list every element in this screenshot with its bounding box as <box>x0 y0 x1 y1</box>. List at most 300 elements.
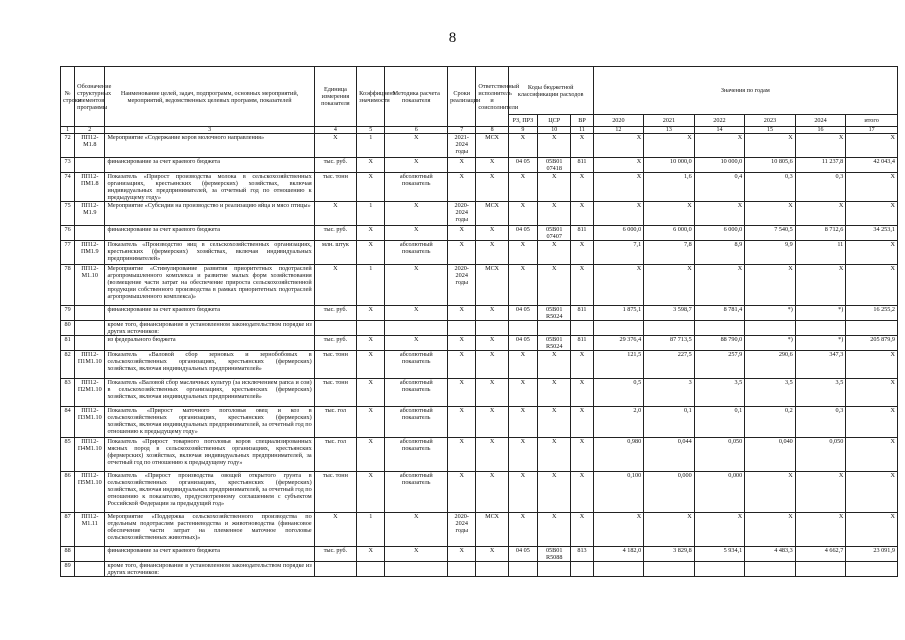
code-csr: X <box>538 438 571 472</box>
table-row <box>61 351 898 379</box>
column-index: 4 <box>314 127 356 134</box>
col-header-year: 2020 <box>593 115 644 127</box>
value-total: X <box>846 438 898 472</box>
unit: млн. штук <box>314 241 356 265</box>
responsible <box>476 321 508 336</box>
item-name: финансирование за счет краевого бюджета <box>105 306 314 321</box>
value-2022: X <box>694 265 745 306</box>
value-2021 <box>644 321 695 336</box>
column-index-row <box>61 127 898 134</box>
value-2024: 8 712,6 <box>795 226 846 241</box>
value-2021: 227,5 <box>644 351 695 379</box>
struct-code: ПП12-М1.10 <box>75 265 105 306</box>
value-2024: X <box>795 202 846 226</box>
method: X <box>385 306 448 321</box>
value-total: X <box>846 241 898 265</box>
item-name: Показатель «Прирост товарного поголовья коров специализированных мясных пород в сельскохозяйственных организациях, крестьянских (фермерских) хозяйствах, включая индивидуальных предпринимателей, за отчетный год по отношению к предыдущему году» <box>105 438 314 472</box>
struct-code <box>75 336 105 351</box>
code-vr <box>571 562 593 577</box>
value-2024: X <box>795 513 846 547</box>
code-rz: X <box>508 379 537 407</box>
column-index: 11 <box>571 127 593 134</box>
value-2020 <box>593 321 644 336</box>
struct-code: ПП12-ПМ1.9 <box>75 241 105 265</box>
responsible: X <box>476 351 508 379</box>
row-num: 81 <box>61 336 75 351</box>
col-header-term: Сроки реализации <box>448 67 476 127</box>
value-2020: 2,0 <box>593 407 644 438</box>
value-2020: X <box>593 265 644 306</box>
method: X <box>385 134 448 158</box>
struct-code: ПП12-М1.11 <box>75 513 105 547</box>
col-header-csr: ЦСР <box>538 115 571 127</box>
table-row <box>61 336 898 351</box>
value-2022: 257,9 <box>694 351 745 379</box>
code-csr: X <box>538 407 571 438</box>
row-num: 85 <box>61 438 75 472</box>
program-table <box>60 66 898 577</box>
method: абсолютный показатель <box>385 438 448 472</box>
value-total: 34 253,1 <box>846 226 898 241</box>
value-2023: 290,6 <box>745 351 796 379</box>
unit: тыс. тонн <box>314 173 356 202</box>
struct-code: ПП12-М1.8 <box>75 134 105 158</box>
code-vr <box>571 321 593 336</box>
code-csr: X <box>538 241 571 265</box>
value-2021: 3 <box>644 379 695 407</box>
term: X <box>448 306 476 321</box>
unit: тыс. руб. <box>314 306 356 321</box>
value-total: 16 255,2 <box>846 306 898 321</box>
column-index: 12 <box>593 127 644 134</box>
value-2023: X <box>745 265 796 306</box>
unit: тыс. руб. <box>314 158 356 173</box>
value-2023: X <box>745 134 796 158</box>
value-total: X <box>846 472 898 513</box>
col-header-values: Значения по годам <box>593 67 897 115</box>
value-2024: 11 237,8 <box>795 158 846 173</box>
value-2023: 7 540,5 <box>745 226 796 241</box>
value-2021: X <box>644 134 695 158</box>
code-rz: X <box>508 173 537 202</box>
column-index: 10 <box>538 127 571 134</box>
term <box>448 321 476 336</box>
code-rz: X <box>508 241 537 265</box>
term: X <box>448 438 476 472</box>
method: абсолютный показатель <box>385 241 448 265</box>
value-total: X <box>846 379 898 407</box>
value-2023: 9,9 <box>745 241 796 265</box>
value-2021: 0,000 <box>644 472 695 513</box>
value-total: X <box>846 407 898 438</box>
responsible: X <box>476 336 508 351</box>
column-index: 8 <box>476 127 508 134</box>
value-2020: 0,5 <box>593 379 644 407</box>
column-index: 5 <box>357 127 385 134</box>
col-header-struct: Обозначение структурных элементов программы <box>75 67 105 127</box>
value-2020: 1 875,1 <box>593 306 644 321</box>
code-vr: X <box>571 134 593 158</box>
responsible: X <box>476 407 508 438</box>
row-num: 73 <box>61 158 75 173</box>
term: X <box>448 173 476 202</box>
value-2021: 3 598,7 <box>644 306 695 321</box>
column-index: 1 <box>61 127 75 134</box>
method: X <box>385 547 448 562</box>
col-header-year: 2024 <box>795 115 846 127</box>
responsible: X <box>476 438 508 472</box>
value-2021: X <box>644 202 695 226</box>
responsible: X <box>476 241 508 265</box>
value-total: X <box>846 351 898 379</box>
method: абсолютный показатель <box>385 472 448 513</box>
item-name: финансирование за счет краевого бюджета <box>105 226 314 241</box>
code-vr: 811 <box>571 158 593 173</box>
coefficient: X <box>357 336 385 351</box>
code-vr: X <box>571 265 593 306</box>
row-num: 78 <box>61 265 75 306</box>
struct-code <box>75 226 105 241</box>
coefficient: X <box>357 158 385 173</box>
code-rz: 04 05 <box>508 158 537 173</box>
code-csr: X <box>538 379 571 407</box>
value-total: X <box>846 513 898 547</box>
value-2024 <box>795 562 846 577</box>
row-num: 75 <box>61 202 75 226</box>
unit <box>314 562 356 577</box>
responsible: X <box>476 226 508 241</box>
term: X <box>448 472 476 513</box>
col-header-coef: Коэффициент значимости <box>357 67 385 127</box>
item-name: Мероприятие «Стимулирование развития приоритетных подотраслей агропромышленного комплекса и развитие малых форм хозяйствования (возмещение части затрат на обеспечение прироста сельскохозяйственной продукции собственного производства в рамках приоритетных подотраслей агропромышленного комплекса)» <box>105 265 314 306</box>
item-name: Показатель «Прирост маточного поголовья овец и коз в сельскохозяйственных организациях, крестьянских (фермерских) хозяйствах, включая индивидуальных предпринимателей, за отчетный год по отношению к предыдущему году» <box>105 407 314 438</box>
value-2020: X <box>593 134 644 158</box>
code-vr: X <box>571 351 593 379</box>
struct-code: ПП12-П4М1.10 <box>75 438 105 472</box>
value-2021: X <box>644 513 695 547</box>
struct-code <box>75 562 105 577</box>
value-total: X <box>846 265 898 306</box>
row-num: 89 <box>61 562 75 577</box>
column-index: 17 <box>846 127 898 134</box>
coefficient: X <box>357 438 385 472</box>
col-header-total: итого <box>846 115 898 127</box>
row-num: 83 <box>61 379 75 407</box>
code-csr: 05В01 07418 <box>538 158 571 173</box>
value-2022 <box>694 321 745 336</box>
term: X <box>448 241 476 265</box>
value-2024: 11 <box>795 241 846 265</box>
table-row <box>61 306 898 321</box>
coefficient: 1 <box>357 265 385 306</box>
value-2024 <box>795 321 846 336</box>
table-row <box>61 202 898 226</box>
value-total: 42 043,4 <box>846 158 898 173</box>
row-num: 77 <box>61 241 75 265</box>
row-num: 79 <box>61 306 75 321</box>
value-2023: 10 805,6 <box>745 158 796 173</box>
coefficient: X <box>357 379 385 407</box>
code-csr: X <box>538 134 571 158</box>
code-rz: 04 05 <box>508 336 537 351</box>
item-name: из федерального бюджета <box>105 336 314 351</box>
code-rz: X <box>508 407 537 438</box>
responsible: X <box>476 547 508 562</box>
row-num: 86 <box>61 472 75 513</box>
value-2024: 0,3 <box>795 407 846 438</box>
struct-code: ПП12-П5М1.10 <box>75 472 105 513</box>
row-num: 76 <box>61 226 75 241</box>
value-2020: X <box>593 158 644 173</box>
method: X <box>385 226 448 241</box>
value-2022: 0,000 <box>694 472 745 513</box>
col-header-method: Методика расчета показателя <box>385 67 448 127</box>
code-rz: X <box>508 351 537 379</box>
responsible: X <box>476 173 508 202</box>
column-index: 9 <box>508 127 537 134</box>
value-2020 <box>593 562 644 577</box>
value-2023: X <box>745 513 796 547</box>
value-2022: X <box>694 202 745 226</box>
col-header-vr: ВР <box>571 115 593 127</box>
coefficient: X <box>357 173 385 202</box>
value-2022: 10 000,0 <box>694 158 745 173</box>
value-2024: X <box>795 134 846 158</box>
value-2020: X <box>593 173 644 202</box>
item-name: финансирование за счет краевого бюджета <box>105 547 314 562</box>
value-2022: 8 781,4 <box>694 306 745 321</box>
coefficient: 1 <box>357 134 385 158</box>
value-2021: 1,6 <box>644 173 695 202</box>
col-header-year: 2021 <box>644 115 695 127</box>
code-vr: X <box>571 407 593 438</box>
responsible <box>476 562 508 577</box>
value-2023: *) <box>745 306 796 321</box>
value-2023: X <box>745 472 796 513</box>
value-2021: 0,1 <box>644 407 695 438</box>
value-total: X <box>846 173 898 202</box>
column-index: 14 <box>694 127 745 134</box>
method: абсолютный показатель <box>385 407 448 438</box>
row-num: 87 <box>61 513 75 547</box>
col-header-year: 2023 <box>745 115 796 127</box>
responsible: X <box>476 472 508 513</box>
term: 2020-2024 годы <box>448 265 476 306</box>
table-row <box>61 134 898 158</box>
row-num: 84 <box>61 407 75 438</box>
col-header-rz: РЗ, ПРЗ <box>508 115 537 127</box>
unit: X <box>314 202 356 226</box>
value-2020: X <box>593 513 644 547</box>
method: X <box>385 202 448 226</box>
value-2021 <box>644 562 695 577</box>
method: X <box>385 336 448 351</box>
code-csr: X <box>538 202 571 226</box>
col-header-resp: Ответственный исполнитель и соисполнители <box>476 67 508 127</box>
unit: тыс. тонн <box>314 379 356 407</box>
value-2021: 6 000,0 <box>644 226 695 241</box>
code-rz: X <box>508 513 537 547</box>
col-header-year: 2022 <box>694 115 745 127</box>
value-2020: 121,5 <box>593 351 644 379</box>
code-vr: 811 <box>571 306 593 321</box>
unit: X <box>314 134 356 158</box>
item-name: Показатель «Производство яиц в сельскохозяйственных организациях, крестьянских (фермерских) хозяйствах, включая индивидуальных предпринимателей» <box>105 241 314 265</box>
table-row <box>61 158 898 173</box>
term: X <box>448 547 476 562</box>
coefficient: X <box>357 351 385 379</box>
value-2021: 3 829,8 <box>644 547 695 562</box>
item-name: Показатель «Прирост производства молока в сельскохозяйственных организациях, крестьянских (фермерских) хозяйствах, включая индивидуальных предпринимателей, за отчетный год по отношению к предыдущему году» <box>105 173 314 202</box>
table-row <box>61 438 898 472</box>
struct-code: ПП12-П2М1.10 <box>75 379 105 407</box>
col-header-budget-codes: Коды бюджетной классификации расходов <box>508 67 593 115</box>
struct-code <box>75 321 105 336</box>
term: X <box>448 407 476 438</box>
coefficient: X <box>357 241 385 265</box>
code-vr: 813 <box>571 547 593 562</box>
responsible: МСХ <box>476 202 508 226</box>
value-2022: 6 000,0 <box>694 226 745 241</box>
coefficient: X <box>357 472 385 513</box>
value-2022: X <box>694 513 745 547</box>
term: X <box>448 379 476 407</box>
term: 2020-2024 годы <box>448 202 476 226</box>
value-2022: 0,4 <box>694 173 745 202</box>
code-csr <box>538 562 571 577</box>
column-index: 15 <box>745 127 796 134</box>
code-csr <box>538 321 571 336</box>
unit: тыс. гол <box>314 438 356 472</box>
item-name: Мероприятие «Содержание коров молочного направления» <box>105 134 314 158</box>
code-vr: X <box>571 438 593 472</box>
value-2024: 4 662,7 <box>795 547 846 562</box>
method: X <box>385 513 448 547</box>
code-csr: X <box>538 351 571 379</box>
code-csr: 05В01 R5024 <box>538 306 571 321</box>
responsible: МСХ <box>476 265 508 306</box>
code-vr: X <box>571 379 593 407</box>
column-index: 16 <box>795 127 846 134</box>
value-2023: 3,5 <box>745 379 796 407</box>
value-total: 23 091,9 <box>846 547 898 562</box>
item-name: кроме того, финансирование в установленном законодательством порядке из других источников: <box>105 562 314 577</box>
coefficient: X <box>357 547 385 562</box>
item-name: кроме того, финансирование в установленном законодательством порядке из других источников: <box>105 321 314 336</box>
code-rz: X <box>508 438 537 472</box>
value-2024: 347,3 <box>795 351 846 379</box>
value-2022: X <box>694 134 745 158</box>
value-2023: 0,2 <box>745 407 796 438</box>
col-header-num: № строки <box>61 67 75 127</box>
code-rz: 04 05 <box>508 547 537 562</box>
code-rz: X <box>508 472 537 513</box>
row-num: 72 <box>61 134 75 158</box>
code-vr: X <box>571 202 593 226</box>
code-rz <box>508 321 537 336</box>
unit: тыс. руб. <box>314 547 356 562</box>
value-2024: *) <box>795 336 846 351</box>
coefficient: X <box>357 407 385 438</box>
value-2024: 0,050 <box>795 438 846 472</box>
table-row <box>61 472 898 513</box>
value-2020: 6 000,0 <box>593 226 644 241</box>
value-total <box>846 562 898 577</box>
unit: X <box>314 265 356 306</box>
page-number: 8 <box>448 30 457 46</box>
value-2023: *) <box>745 336 796 351</box>
value-2023: 0,3 <box>745 173 796 202</box>
responsible: МСХ <box>476 513 508 547</box>
term: X <box>448 351 476 379</box>
code-csr: X <box>538 472 571 513</box>
unit: тыс. тонн <box>314 472 356 513</box>
method: абсолютный показатель <box>385 379 448 407</box>
code-csr: X <box>538 265 571 306</box>
value-2023: 0,040 <box>745 438 796 472</box>
table-row <box>61 513 898 547</box>
code-csr: 05В01 R5088 <box>538 547 571 562</box>
unit: тыс. руб. <box>314 336 356 351</box>
struct-code <box>75 158 105 173</box>
code-rz: X <box>508 202 537 226</box>
row-num: 74 <box>61 173 75 202</box>
method <box>385 321 448 336</box>
value-2022: 0,1 <box>694 407 745 438</box>
item-name: Мероприятие «Субсидии на производство и реализацию яйца и мясо птицы» <box>105 202 314 226</box>
coefficient: X <box>357 306 385 321</box>
value-2022 <box>694 562 745 577</box>
column-index: 7 <box>448 127 476 134</box>
method: абсолютный показатель <box>385 173 448 202</box>
code-rz: X <box>508 265 537 306</box>
column-index: 6 <box>385 127 448 134</box>
code-rz: 04 05 <box>508 226 537 241</box>
responsible: X <box>476 158 508 173</box>
column-index: 13 <box>644 127 695 134</box>
coefficient <box>357 321 385 336</box>
item-name: финансирование за счет краевого бюджета <box>105 158 314 173</box>
value-2021: 10 000,0 <box>644 158 695 173</box>
struct-code <box>75 306 105 321</box>
value-2023 <box>745 321 796 336</box>
code-vr: X <box>571 173 593 202</box>
value-2021: 7,8 <box>644 241 695 265</box>
code-rz: X <box>508 134 537 158</box>
table-row <box>61 241 898 265</box>
header-row <box>61 67 898 115</box>
term: X <box>448 226 476 241</box>
value-2022: 3,5 <box>694 379 745 407</box>
value-2024: *) <box>795 306 846 321</box>
value-2021: 87 713,5 <box>644 336 695 351</box>
code-vr: X <box>571 513 593 547</box>
code-csr: 05В01 R5024 <box>538 336 571 351</box>
term: 2021-2024 годы <box>448 134 476 158</box>
code-vr: X <box>571 472 593 513</box>
row-num: 80 <box>61 321 75 336</box>
table-row <box>61 379 898 407</box>
value-2021: 0,044 <box>644 438 695 472</box>
struct-code: ПП12-ПМ1.8 <box>75 173 105 202</box>
value-2023: X <box>745 202 796 226</box>
coefficient: 1 <box>357 513 385 547</box>
code-csr: 05В01 07407 <box>538 226 571 241</box>
unit: тыс. тонн <box>314 351 356 379</box>
struct-code <box>75 547 105 562</box>
value-2020: X <box>593 202 644 226</box>
method <box>385 562 448 577</box>
